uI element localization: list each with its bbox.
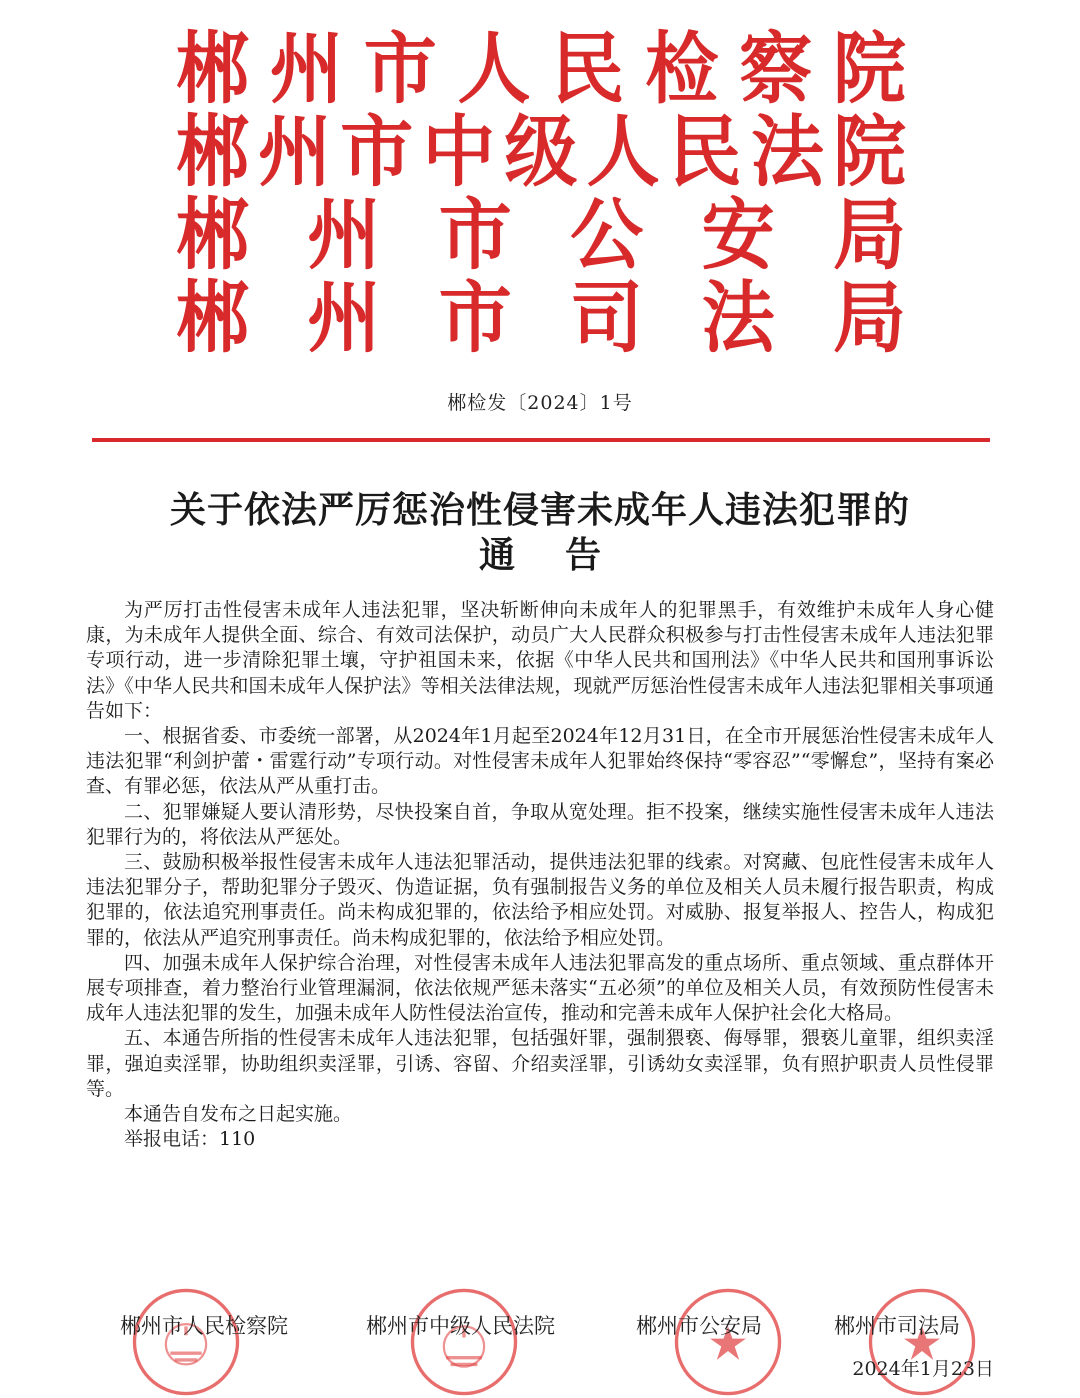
- issuer-char: 市: [340, 107, 414, 198]
- issuer-char: 郴: [176, 273, 249, 364]
- issuer-char: 州: [307, 190, 381, 281]
- effective-statement: 本通告自发布之日起实施。: [124, 1103, 353, 1126]
- issuer-char: 检: [645, 24, 719, 115]
- justice-bureau-seal-icon: [866, 1286, 978, 1398]
- issuer-char: 市: [363, 24, 437, 115]
- document-number: 郴检发〔2024〕1号: [447, 392, 633, 414]
- issuer-char: 人: [586, 107, 660, 198]
- issuer-char: 郴: [176, 190, 249, 281]
- issuer-char: 人: [457, 24, 531, 115]
- issuer-char: 院: [832, 24, 906, 115]
- issuer-char: 司: [570, 273, 644, 364]
- signer-court: 郴州市中级人民法院: [366, 1314, 555, 1338]
- report-hotline: 举报电话：110: [124, 1128, 256, 1151]
- signer-procuratorate: 郴州市人民检察院: [120, 1314, 288, 1338]
- issuer-char: 公: [570, 190, 644, 281]
- issuer-char: 中: [422, 107, 496, 198]
- clause-one: 一、根据省委、市委统一部署，从2024年1月起至2024年12月31日，在全市开展惩治性侵害未成年人违法犯罪“利剑护蕾・雷霆行动”专项行动。对性侵害未成年人犯罪始终保持“零容忍”“零懈怠”，坚持有案必查、有罪必惩，依法从严从重打击。: [86, 725, 994, 798]
- court-seal-icon: [408, 1286, 520, 1398]
- issuer-line: [176, 192, 906, 280]
- issuer-char: 民: [668, 107, 742, 198]
- signer-justice-bureau: 郴州市司法局: [834, 1314, 960, 1338]
- issuer-char: 局: [832, 190, 906, 281]
- issuer-char: 市: [438, 273, 512, 364]
- issuer-char: 郴: [176, 107, 249, 198]
- issuer-char: 州: [258, 107, 332, 198]
- issuer-line: [176, 26, 906, 114]
- clause-four: 四、加强未成年人保护综合治理，对性侵害未成年人违法犯罪高发的重点场所、重点领域、重点群体开展专项排查，着力整治行业管理漏洞，依法依规严惩未落实“五必须”的单位及相关人员，有效预防性侵害未成年人违法犯罪的发生，加强未成年人防性侵法治宣传，推动和完善未成年人保护社会化大格局。: [86, 951, 994, 1025]
- issue-date: 2024年1月23日: [852, 1358, 994, 1380]
- notice-title-suffix: 通告: [478, 534, 651, 576]
- issuer-line: [176, 109, 906, 197]
- red-divider-line: [92, 438, 990, 442]
- issuer-char: 法: [701, 273, 775, 364]
- procuratorate-seal-icon: [130, 1286, 242, 1398]
- issuer-char: 察: [739, 24, 813, 115]
- issuer-char: 局: [832, 273, 906, 364]
- intro-paragraph: 为严厉打击性侵害未成年人违法犯罪，坚决斩断伸向未成年人的犯罪黑手，有效维护未成年人身心健康，为未成年人提供全面、综合、有效司法保护，动员广大人民群众积极参与打击性侵害未成年人违法犯罪专项行动，进一步清除犯罪土壤，守护祖国未来，依据《中华人民共和国刑法》《中华人民共和国刑事诉讼法》《中华人民共和国未成年人保护法》等相关法律法规，现就严厉惩治性侵害未成年人违法犯罪相关事项通告如下：: [86, 599, 994, 722]
- issuer-char: 郴: [176, 24, 249, 115]
- clause-three: 三、鼓励积极举报性侵害未成年人违法犯罪活动，提供违法犯罪的线索。对窝藏、包庇性侵害未成年人违法犯罪分子，帮助犯罪分子毁灭、伪造证据，负有强制报告义务的单位及相关人员未履行报告职责，构成犯罪的，依法追究刑事责任。尚未构成犯罪的，依法给予相应处罚。对威胁、报复举报人、控告人，构成犯罪的，依法从严追究刑事责任。尚未构成犯罪的，依法给予相应处罚。: [86, 851, 994, 949]
- issuer-char: 市: [438, 190, 512, 281]
- clause-two: 二、犯罪嫌疑人要认清形势，尽快投案自首，争取从宽处理。拒不投案，继续实施性侵害未成年人违法犯罪行为的，将依法从严惩处。: [86, 800, 994, 848]
- issuer-line: [176, 275, 906, 363]
- issuer-char: 安: [701, 190, 775, 281]
- issuer-char: 级: [504, 107, 578, 198]
- issuer-char: 州: [307, 273, 381, 364]
- issuer-char: 院: [833, 107, 906, 198]
- signer-police: 郴州市公安局: [636, 1314, 762, 1338]
- issuer-header: [176, 24, 906, 364]
- police-seal-icon: [672, 1286, 784, 1398]
- issuer-char: 民: [551, 24, 625, 115]
- notice-body: [86, 598, 994, 1152]
- issuer-char: 法: [750, 107, 824, 198]
- notice-title: 关于依法严厉惩治性侵害未成年人违法犯罪的: [169, 489, 910, 531]
- issuer-char: 州: [269, 24, 343, 115]
- clause-five: 五、本通告所指的性侵害未成年人违法犯罪，包括强奸罪，强制猥亵、侮辱罪，猥亵儿童罪，组织卖淫罪，强迫卖淫罪，协助组织卖淫罪，引诱、容留、介绍卖淫罪，引诱幼女卖淫罪，负有照护职责人员性侵罪等。: [86, 1027, 994, 1100]
